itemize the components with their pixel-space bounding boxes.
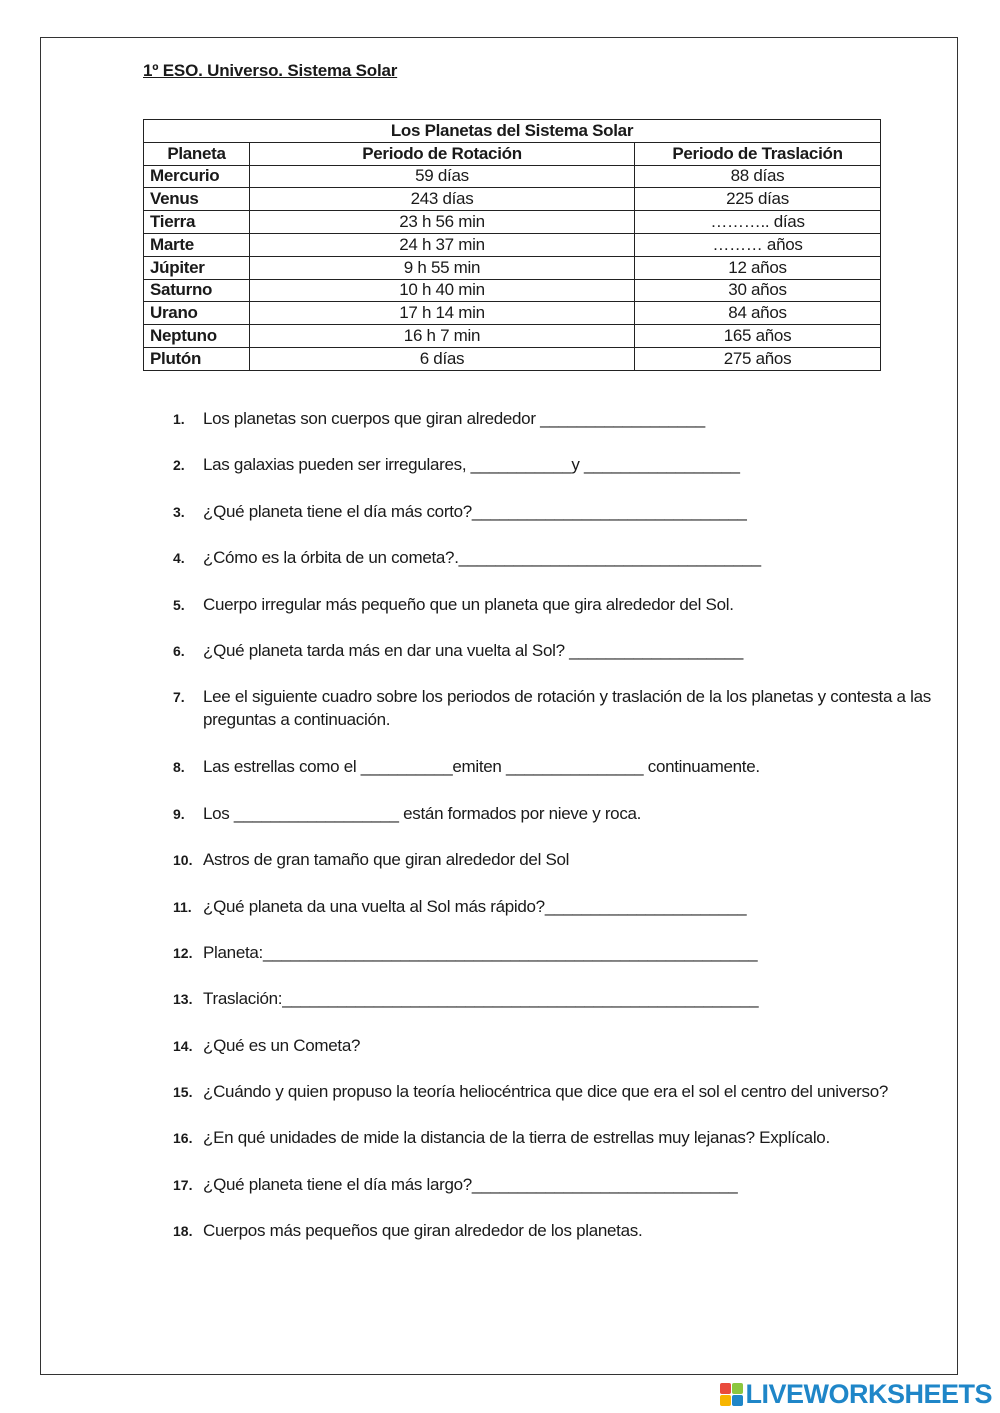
question-item bbox=[173, 1034, 943, 1057]
question-item bbox=[173, 593, 943, 616]
question-text: ¿Qué planeta da una vuelta al Sol más rápido?______________________ bbox=[203, 896, 747, 916]
question-item bbox=[173, 639, 943, 662]
question-number: 11. bbox=[173, 898, 192, 915]
question-text: Los planetas son cuerpos que giran alrededor __________________ bbox=[203, 409, 705, 428]
table-row bbox=[144, 211, 881, 234]
rotation-period-cell: 10 h 40 min bbox=[250, 279, 635, 302]
table-row bbox=[144, 325, 881, 348]
translation-period-cell: 225 días bbox=[635, 188, 881, 211]
question-number: 12. bbox=[173, 944, 193, 961]
question-number: 15. bbox=[173, 1084, 193, 1101]
table-row bbox=[144, 256, 881, 279]
planets-table bbox=[143, 119, 881, 371]
planet-name-cell: Saturno bbox=[144, 279, 250, 302]
question-number: 16. bbox=[173, 1130, 193, 1147]
question-item bbox=[173, 407, 943, 430]
table-row bbox=[144, 165, 881, 188]
question-text: Lee el siguiente cuadro sobre los periodos de rotación y traslación de la los planetas y contesta a las preguntas a continuación. bbox=[203, 687, 931, 730]
planet-name-cell: Venus bbox=[144, 188, 250, 211]
translation-period-cell: 12 años bbox=[635, 256, 881, 279]
question-text: Traslación:____________________________________________________ bbox=[203, 989, 759, 1009]
table-header-row bbox=[144, 142, 881, 165]
rotation-period-cell: 243 días bbox=[250, 188, 635, 211]
planet-name-cell: Mercurio bbox=[144, 165, 250, 188]
column-header-traslacion: Periodo de Traslación bbox=[635, 142, 881, 165]
question-item bbox=[173, 848, 943, 871]
table-row bbox=[144, 233, 881, 256]
question-number: 2. bbox=[173, 457, 185, 474]
question-item bbox=[173, 453, 943, 476]
question-number: 17. bbox=[173, 1176, 193, 1193]
question-item bbox=[173, 685, 943, 731]
column-header-rotacion: Periodo de Rotación bbox=[250, 142, 635, 165]
planet-name-cell: Júpiter bbox=[144, 256, 250, 279]
brand-logo-icon bbox=[720, 1383, 743, 1406]
rotation-period-cell: 23 h 56 min bbox=[250, 211, 635, 234]
question-item bbox=[173, 500, 943, 523]
question-text: Cuerpos más pequeños que giran alrededor de los planetas. bbox=[203, 1221, 643, 1241]
translation-period-cell: 84 años bbox=[635, 302, 881, 325]
question-item bbox=[173, 895, 943, 918]
question-number: 10. bbox=[173, 852, 193, 869]
translation-period-cell: ……….. días bbox=[635, 211, 881, 234]
rotation-period-cell: 16 h 7 min bbox=[250, 325, 635, 348]
translation-period-cell: 165 años bbox=[635, 325, 881, 348]
rotation-period-cell: 17 h 14 min bbox=[250, 302, 635, 325]
question-text: Los __________________ están formados por nieve y roca. bbox=[203, 803, 642, 823]
question-item bbox=[173, 755, 943, 778]
question-text: Las galaxias pueden ser irregulares, ___________y _________________ bbox=[203, 455, 740, 475]
question-item bbox=[173, 1080, 943, 1103]
question-number: 13. bbox=[173, 991, 193, 1008]
question-text: Planeta:______________________________________________________ bbox=[203, 942, 758, 962]
question-text: Las estrellas como el __________emiten _______________ continuamente. bbox=[203, 757, 760, 777]
question-item bbox=[173, 802, 943, 825]
question-item bbox=[173, 941, 943, 964]
question-number: 8. bbox=[173, 759, 185, 776]
question-number: 6. bbox=[173, 642, 185, 659]
question-number: 1. bbox=[173, 411, 185, 427]
question-item bbox=[173, 1173, 943, 1196]
question-text: ¿Qué planeta tarda más en dar una vuelta al Sol? ___________________ bbox=[203, 640, 744, 660]
question-text: ¿En qué unidades de mide la distancia de la tierra de estrellas muy lejanas? Explícalo. bbox=[203, 1128, 830, 1148]
planet-name-cell: Marte bbox=[144, 233, 250, 256]
translation-period-cell: 88 días bbox=[635, 165, 881, 188]
planet-name-cell: Neptuno bbox=[144, 325, 250, 348]
question-number: 5. bbox=[173, 596, 185, 613]
question-number: 4. bbox=[173, 550, 185, 567]
question-item bbox=[173, 987, 943, 1010]
translation-period-cell: 30 años bbox=[635, 279, 881, 302]
rotation-period-cell: 6 días bbox=[250, 347, 635, 370]
question-item bbox=[173, 546, 943, 569]
question-number: 9. bbox=[173, 805, 185, 822]
table-caption: Los Planetas del Sistema Solar bbox=[144, 120, 881, 143]
question-text: Cuerpo irregular más pequeño que un planeta que gira alrededor del Sol. bbox=[203, 594, 734, 614]
question-text: ¿Cuándo y quien propuso la teoría heliocéntrica que dice que era el sol el centro del universo? bbox=[203, 1082, 889, 1102]
planet-name-cell: Tierra bbox=[144, 211, 250, 234]
question-item bbox=[173, 1126, 943, 1149]
translation-period-cell: 275 años bbox=[635, 347, 881, 370]
brand-name: LIVEWORKSHEETS bbox=[745, 1378, 992, 1409]
question-number: 3. bbox=[173, 503, 185, 520]
rotation-period-cell: 9 h 55 min bbox=[250, 256, 635, 279]
planet-name-cell: Plutón bbox=[144, 347, 250, 370]
document-title: 1º ESO. Universo. Sistema Solar bbox=[143, 61, 398, 80]
question-list bbox=[173, 407, 943, 1266]
question-number: 14. bbox=[173, 1037, 193, 1054]
question-text: ¿Cómo es la órbita de un cometa?._________________________________ bbox=[203, 548, 761, 568]
table-row bbox=[144, 347, 881, 370]
question-number: 18. bbox=[173, 1223, 193, 1240]
table-row bbox=[144, 302, 881, 325]
planet-name-cell: Urano bbox=[144, 302, 250, 325]
translation-period-cell: ……… años bbox=[635, 233, 881, 256]
column-header-planeta: Planeta bbox=[144, 142, 250, 165]
table-row bbox=[144, 279, 881, 302]
question-text: ¿Qué planeta tiene el día más corto?______________________________ bbox=[203, 501, 747, 521]
question-number: 7. bbox=[173, 689, 185, 706]
rotation-period-cell: 59 días bbox=[250, 165, 635, 188]
question-item bbox=[173, 1219, 943, 1242]
question-text: ¿Qué es un Cometa? bbox=[203, 1035, 361, 1055]
question-text: ¿Qué planeta tiene el día más largo?_____________________________ bbox=[203, 1174, 738, 1194]
question-text: Astros de gran tamaño que giran alrededor del Sol bbox=[203, 850, 570, 870]
liveworksheets-logo bbox=[720, 1379, 992, 1409]
rotation-period-cell: 24 h 37 min bbox=[250, 233, 635, 256]
table-row bbox=[144, 188, 881, 211]
